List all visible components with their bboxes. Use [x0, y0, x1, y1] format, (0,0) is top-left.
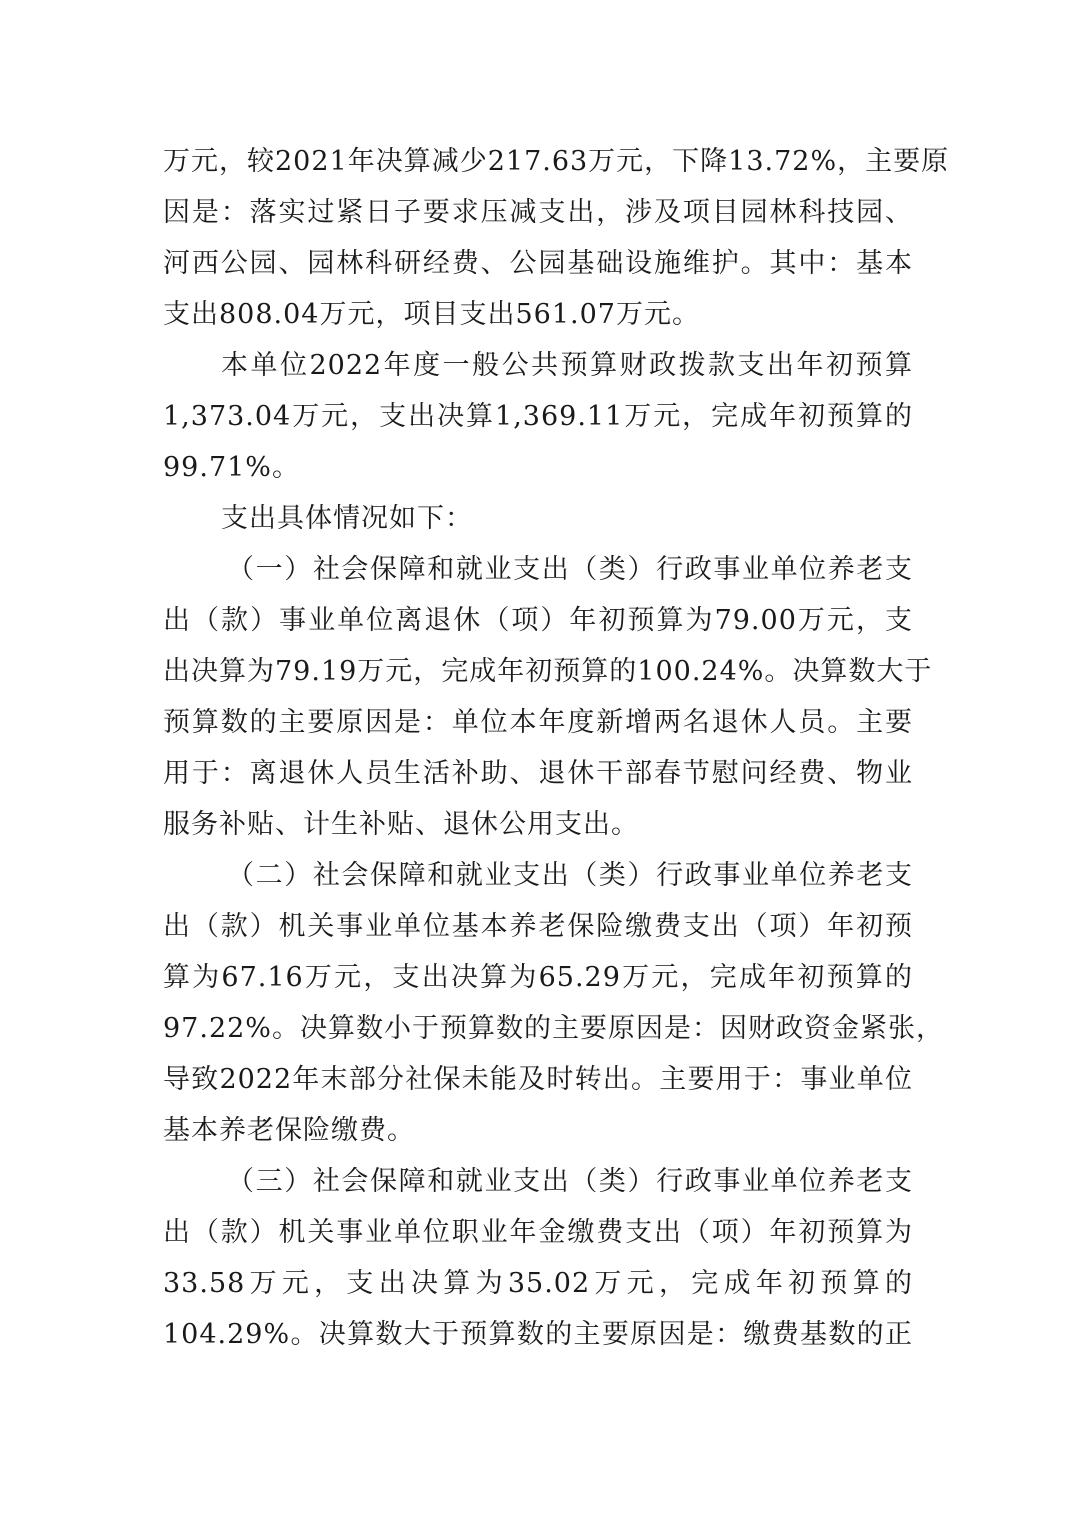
text-line: 出（款）机关事业单位职业年金缴费支出（项）年初预算为 — [163, 1217, 913, 1248]
paragraph-item-1 — [163, 544, 933, 850]
paragraph-item-2 — [163, 850, 944, 1156]
paragraph-budget-summary — [163, 340, 913, 493]
text-line: 用于：离退休人员生活补助、退休干部春节慰问经费、物业 — [163, 758, 913, 789]
text-line: 出（款）机关事业单位基本养老保险缴费支出（项）年初预 — [163, 911, 913, 942]
paragraph-continuation — [163, 136, 950, 340]
text-line: （三）社会保障和就业支出（类）行政事业单位养老支 — [227, 1166, 913, 1197]
text-line: （二）社会保障和就业支出（类）行政事业单位养老支 — [227, 860, 913, 891]
paragraph-item-3 — [163, 1156, 913, 1360]
text-line: 出（款）事业单位离退休（项）年初预算为79.00万元，支 — [163, 605, 913, 636]
text-line: 算为67.16万元，支出决算为65.29万元，完成年初预算的 — [163, 962, 913, 993]
text-line: 预算数的主要原因是：单位本年度新增两名退休人员。主要 — [163, 707, 913, 738]
text-line: 99.71%。 — [163, 452, 300, 483]
paragraph-intro — [163, 493, 913, 544]
text-line: 出决算为79.19万元，完成年初预算的100.24%。决算数大于 — [163, 656, 933, 687]
text-line: 服务补贴、计生补贴、退休公用支出。 — [163, 809, 639, 840]
document-body — [163, 136, 950, 1360]
text-line: （一）社会保障和就业支出（类）行政事业单位养老支 — [227, 554, 913, 585]
text-line: 支出具体情况如下： — [221, 503, 473, 534]
text-line: 本单位2022年度一般公共预算财政拨款支出年初预算 — [221, 350, 913, 381]
text-line: 33.58万元，支出决算为35.02万元，完成年初预算的 — [163, 1268, 913, 1299]
text-line: 导致2022年末部分社保未能及时转出。主要用于：事业单位 — [163, 1064, 913, 1095]
text-line: 1,373.04万元，支出决算1,369.11万元，完成年初预算的 — [163, 401, 913, 432]
text-line: 基本养老保险缴费。 — [163, 1115, 415, 1146]
text-line: 河西公园、园林科研经费、公园基础设施维护。其中：基本 — [163, 248, 913, 279]
text-line: 支出808.04万元，项目支出561.07万元。 — [163, 299, 700, 330]
text-line: 万元，较2021年决算减少217.63万元，下降13.72%，主要原 — [163, 146, 950, 177]
text-line: 97.22%。决算数小于预算数的主要原因是：因财政资金紧张， — [163, 1013, 944, 1044]
text-line: 因是：落实过紧日子要求压减支出，涉及项目园林科技园、 — [163, 197, 913, 228]
text-line: 104.29%。决算数大于预算数的主要原因是：缴费基数的正 — [163, 1319, 913, 1350]
